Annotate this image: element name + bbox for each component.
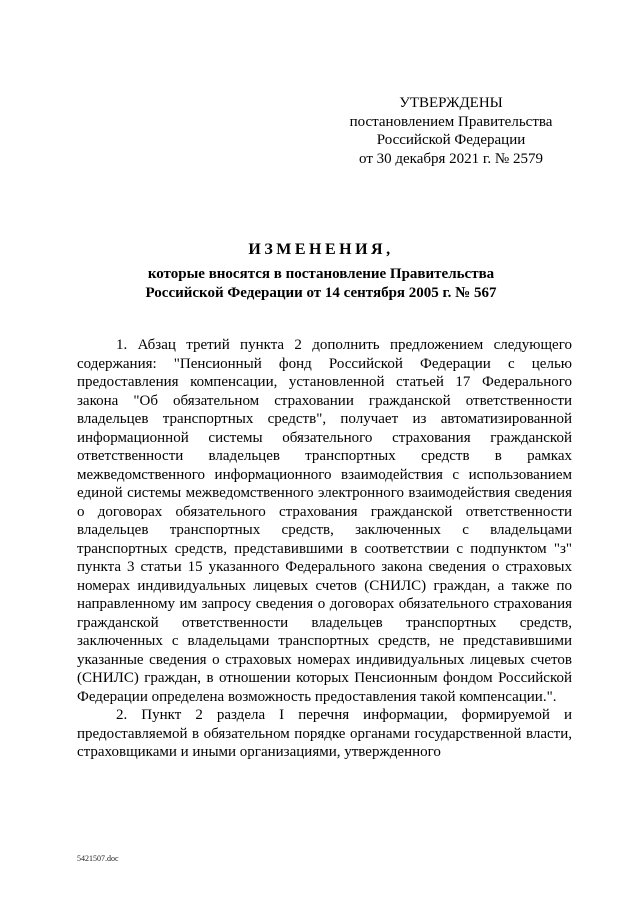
document-title: ИЗМЕНЕНИЯ, [248, 241, 394, 258]
approval-line-3: от 30 декабря 2021 г. № 2579 [359, 150, 543, 167]
document-body [77, 336, 572, 762]
approval-block [320, 94, 582, 168]
approval-line-1: постановлением Правительства [349, 113, 553, 130]
paragraph-2: 2. Пункт 2 раздела I перечня информации, формируемой и предоставляемой в обязательном порядке органами государственной власти, страховщиками и иными организациями, утвержденного [77, 707, 572, 760]
approval-line-2: Российской Федерации [376, 132, 526, 148]
paragraph-1: 1. Абзац третий пункта 2 дополнить предложением следующего содержания: "Пенсионный фонд Российской Федерации с целью предоставления компенсации, установленной статьей 17 Федерального закона "Об обязательном страховании гражданской ответственности владельцев транспортных средств", получает из автоматизированной информационной системы обязательного страхования гражданской ответственности владельцев транспортных средств в рамках межведомственного информационного взаимодействия с использованием единой системы межведомственного электронного взаимодействия сведения о договорах обязательного страхования гражданской ответственности владельцев транспортных средств, заключенных с владельцами транспортных средств, представившими в соответствии с подпунктом "з" пункта 3 статьи 15 указанного Федерального закона сведения о страховых номерах индивидуальных лицевых счетов (СНИЛС) граждан, а также по направленному им запросу сведения о договорах обязательного страхования гражданской ответственности владельцев транспортных средств, заключенных с владельцами транспортных средств, не представившими указанные сведения о страховых номерах индивидуальных лицевых счетов (СНИЛС) граждан, в отношении которых Пенсионным фондом Российской Федерации определена возможность предоставления такой компенсации.". [77, 337, 572, 705]
subtitle-line-1: которые вносятся в постановление Правительства [147, 266, 495, 282]
document-subtitle [60, 265, 582, 302]
subtitle-line-2: Российской Федерации от 14 сентября 2005 г. № 567 [145, 284, 497, 301]
file-name-footer: 5421507.doc [77, 854, 119, 863]
approval-heading: УТВЕРЖДЕНЫ [399, 95, 503, 111]
